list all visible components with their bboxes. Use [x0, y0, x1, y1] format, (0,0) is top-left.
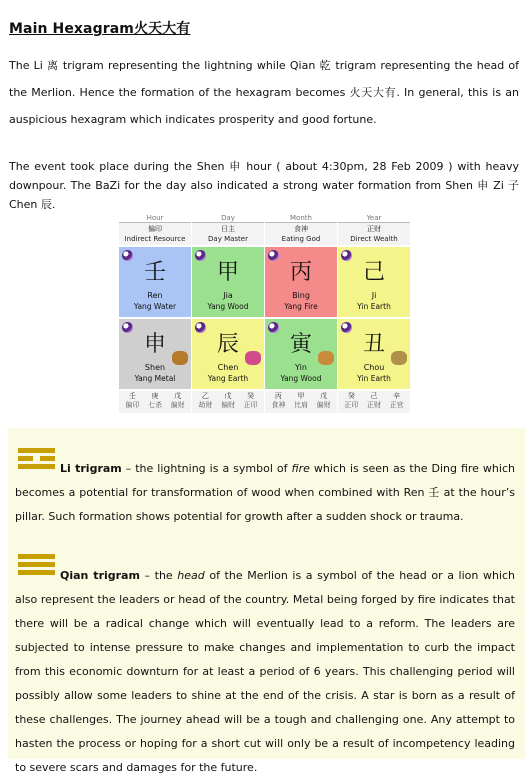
pillar-glyph: 甲	[216, 260, 239, 285]
god-en: Eating God	[281, 235, 321, 243]
hidden-stem-god: 偏印	[125, 401, 140, 409]
pillar-name: Jia	[223, 291, 233, 300]
qian-text-a: – the	[139, 569, 178, 582]
earthly-branch	[119, 319, 191, 389]
hidden-stems-cell	[265, 391, 337, 413]
page-title: Main Hexagram火天大有	[9, 21, 191, 37]
hidden-stem-god: 正印	[344, 401, 359, 409]
li-trigram-box	[8, 428, 525, 545]
bazi-chart	[119, 213, 409, 418]
hidden-stem	[294, 392, 308, 412]
pillar-element: Yang Metal	[134, 374, 176, 383]
hidden-stems-cell	[192, 391, 264, 413]
pillar-name: Ji	[371, 291, 377, 300]
hidden-stem-god: 正财	[366, 401, 381, 409]
hidden-stem-char: 己	[370, 392, 378, 400]
hidden-stem-god: 劫财	[198, 401, 213, 409]
hidden-stem-char: 癸	[347, 392, 355, 400]
god-day	[192, 223, 264, 245]
hidden-stem-char: 庚	[151, 392, 159, 400]
god-cn: 正财	[367, 225, 381, 233]
god-en: Indirect Resource	[124, 235, 186, 243]
heavenly-stem	[119, 247, 191, 317]
pillar-glyph: 丙	[289, 260, 312, 285]
pillar-name: Ren	[147, 291, 163, 300]
pillar-name: Yin	[295, 363, 307, 372]
pillar-element: Yang Wood	[207, 302, 249, 311]
pillar-element: Yin Earth	[357, 302, 391, 311]
hidden-stem	[125, 392, 139, 412]
qian-trigram-box	[8, 545, 525, 774]
pillar-glyph: 申	[143, 332, 166, 357]
hidden-stem	[244, 392, 258, 412]
hidden-stem-char: 乙	[201, 392, 209, 400]
hidden-stem-god: 食神	[271, 401, 286, 409]
qian-trigram-text	[15, 564, 515, 780]
hidden-stem-char: 癸	[247, 392, 255, 400]
hidden-stem	[271, 392, 285, 412]
pillar-element: Yang Fire	[284, 302, 318, 311]
qian-heading: Qian trigram	[60, 569, 140, 582]
earthly-branch	[192, 319, 264, 389]
hidden-stem	[390, 392, 404, 412]
hidden-stem-god: 正印	[243, 401, 258, 409]
yin-yang-icon	[341, 322, 352, 333]
pillar-element: Yang Earth	[207, 374, 249, 383]
hidden-stem-char: 壬	[128, 392, 136, 400]
earthly-branch	[338, 319, 410, 389]
god-cn: 食神	[294, 225, 308, 233]
hidden-stem-god: 偏财	[170, 401, 185, 409]
hidden-stem-char: 戊	[224, 392, 232, 400]
pillar-element: Yin Earth	[357, 374, 391, 383]
pillar-name: Shen	[144, 363, 166, 372]
li-text-b: which is seen as the Ding fire which becomes a potential for transformation of wood when combined with Ren 壬 at the hour’s pillar. Such formation shows potential for growth after a sudden shock or trauma.	[15, 462, 515, 523]
heavenly-stem	[265, 247, 337, 317]
hidden-stem-char: 戊	[320, 392, 328, 400]
hidden-stem-char: 丙	[274, 392, 282, 400]
yin-yang-icon	[195, 250, 206, 261]
yin-yang-icon	[122, 322, 133, 333]
pillar-glyph: 寅	[289, 332, 312, 357]
god-cn: 日主	[221, 225, 235, 233]
hidden-stem-god: 比肩	[293, 401, 308, 409]
zodiac-animal-icon	[172, 351, 188, 365]
hidden-stem	[317, 392, 331, 412]
li-fire: fire	[291, 462, 310, 475]
yin-yang-icon	[268, 322, 279, 333]
hidden-stem	[344, 392, 358, 412]
header-hour: Hour	[119, 213, 191, 223]
hidden-stem	[221, 392, 235, 412]
header-year: Year	[338, 213, 410, 223]
yin-yang-icon	[122, 250, 133, 261]
hidden-stems-cell	[338, 391, 410, 413]
hidden-stem-god: 偏财	[220, 401, 235, 409]
yin-yang-icon	[341, 250, 352, 261]
hidden-stem	[198, 392, 212, 412]
event-paragraph: The event took place during the Shen 申 hour ( about 4:30pm, 28 Feb 2009 ) with heavy downpour. The BaZi for the day also indicated a strong water formation from Shen 申 Zi 子 Chen 辰.	[9, 160, 519, 211]
yin-yang-icon	[268, 250, 279, 261]
god-year	[338, 223, 410, 245]
hidden-stem-char: 辛	[393, 392, 401, 400]
qian-head: head	[177, 569, 205, 582]
hidden-stem-god: 七杀	[147, 401, 162, 409]
hidden-stem	[367, 392, 381, 412]
li-heading: Li trigram	[60, 462, 122, 475]
heavenly-stem	[338, 247, 410, 317]
yin-yang-icon	[195, 322, 206, 333]
li-trigram-text	[15, 457, 515, 529]
pillar-glyph: 壬	[143, 260, 166, 285]
god-month	[265, 223, 337, 245]
pillar-glyph: 辰	[216, 332, 239, 357]
zodiac-animal-icon	[318, 351, 334, 365]
hidden-stem-god: 偏财	[316, 401, 331, 409]
pillar-name: Chen	[217, 363, 239, 372]
earthly-branch	[265, 319, 337, 389]
ten-gods-row	[119, 223, 409, 245]
li-text-a: – the lightning is a symbol of	[121, 462, 292, 475]
hidden-stem-char: 戊	[174, 392, 182, 400]
qian-text-b: of the Merlion is a symbol of the head or a lion which also represent the leaders or head of the country. Metal being forged by fire indicates that there will be a radical change which will eventually lead to a reform. The leaders are subjected to intense pressure to make changes and implementation to curb the impact from this economic downturn for at least a period of 6 years. This challenging period will possibly allow some leaders to shine at the end of the crisis. A star is born as a result of these challenges. The journey ahead will be a tough and challenging one. Any attempt to hasten the process or hoping for a short cut will only be a result of incompetency leading to severe scars and damages for the future.	[15, 569, 515, 774]
hidden-stem	[171, 392, 185, 412]
pillar-element: Yang Water	[133, 302, 177, 311]
zodiac-animal-icon	[245, 351, 261, 365]
intro-paragraph: The Li 离 trigram representing the lightning while Qian 乾 trigram representing the head of the Merlion. Hence the formation of the hexagram becomes 火天大有. In general, this is an auspicious hexagram which indicates prosperity and good fortune.	[9, 59, 519, 126]
hidden-stems-row	[119, 391, 409, 413]
pillar-grid	[119, 247, 409, 389]
header-month: Month	[265, 213, 337, 223]
hidden-stem	[148, 392, 162, 412]
hidden-stem-char: 甲	[297, 392, 305, 400]
hidden-stems-cell	[119, 391, 191, 413]
god-en: Day Master	[208, 235, 248, 243]
hidden-stem-god: 正官	[389, 401, 404, 409]
zodiac-animal-icon	[391, 351, 407, 365]
pillar-name: Bing	[292, 291, 310, 300]
heavenly-stem	[192, 247, 264, 317]
pillar-name: Chou	[363, 363, 385, 372]
pillar-header-row	[119, 213, 409, 223]
pillar-glyph: 己	[362, 260, 385, 285]
god-cn: 偏印	[148, 225, 162, 233]
header-day: Day	[192, 213, 264, 223]
god-en: Direct Wealth	[350, 235, 398, 243]
pillar-glyph: 丑	[362, 332, 385, 357]
god-hour	[119, 223, 191, 245]
pillar-element: Yang Wood	[280, 374, 322, 383]
